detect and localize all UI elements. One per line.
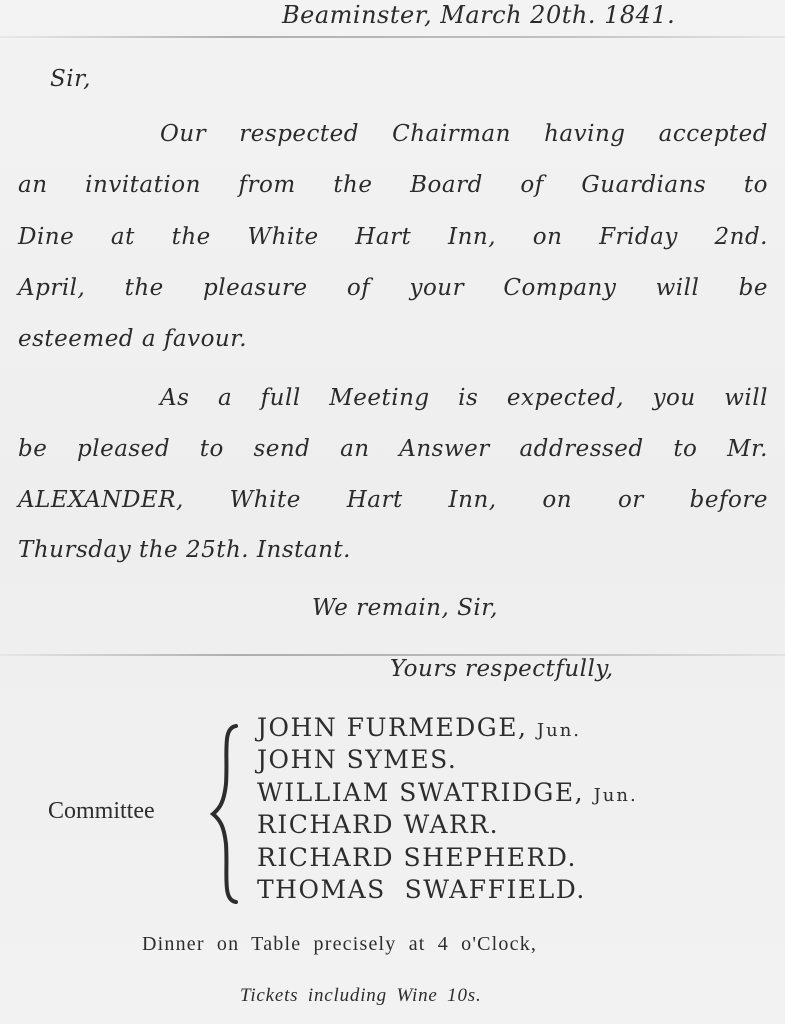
- word: will: [655, 275, 700, 301]
- word: Chairman: [392, 121, 511, 147]
- member-name: RICHARD SHEPHERD.: [257, 843, 577, 872]
- word: at: [110, 224, 135, 250]
- word: a: [217, 385, 233, 411]
- word: be: [738, 275, 768, 301]
- fold-line-top: [0, 36, 785, 38]
- word: to: [743, 172, 768, 198]
- word: you: [652, 385, 696, 411]
- member-name: JOHN FURMEDGE,: [257, 713, 528, 742]
- word: April,: [18, 275, 86, 301]
- word: respected: [239, 121, 359, 147]
- word: Friday: [599, 224, 678, 250]
- word: Company: [503, 275, 617, 301]
- member-name: JOHN SYMES.: [257, 745, 458, 774]
- word: or: [617, 487, 644, 513]
- word: the: [333, 172, 373, 198]
- closing-we-remain: We remain, Sir,: [312, 595, 498, 621]
- word: Hart: [346, 487, 403, 513]
- word: expected,: [506, 385, 625, 411]
- paragraph1-line3: [18, 224, 768, 250]
- word: accepted: [658, 121, 768, 147]
- word: on: [542, 487, 573, 513]
- committee-member: [257, 843, 577, 872]
- word: Dine: [18, 224, 75, 250]
- dinner-time-note: Dinner on Table precisely at 4 o'Clock,: [142, 933, 538, 955]
- word: from: [238, 172, 296, 198]
- closing-yours-respectfully: Yours respectfully,: [390, 656, 614, 682]
- committee-member: [257, 713, 581, 742]
- word: an: [340, 436, 370, 462]
- word: of: [346, 275, 371, 301]
- member-suffix: Jun.: [593, 785, 638, 806]
- word: ALEXANDER,: [18, 487, 184, 513]
- word: Inn,: [448, 224, 497, 250]
- word: is: [458, 385, 479, 411]
- word: send: [253, 436, 311, 462]
- word: the: [124, 275, 164, 301]
- salutation: Sir,: [50, 66, 91, 92]
- member-name: RICHARD WARR.: [257, 810, 500, 839]
- word: to: [199, 436, 224, 462]
- dateline: Beaminster, March 20th. 1841.: [282, 1, 676, 29]
- word: having: [544, 121, 626, 147]
- word: invitation: [85, 172, 201, 198]
- word: White: [247, 224, 319, 250]
- word: before: [689, 487, 768, 513]
- word: Mr.: [727, 436, 768, 462]
- word: Meeting: [329, 385, 430, 411]
- word: As: [160, 385, 190, 411]
- word: of: [520, 172, 544, 198]
- paragraph2-line2: [18, 436, 768, 462]
- word: full: [260, 385, 301, 411]
- paragraph2-line4: Thursday the 25th. Instant.: [18, 537, 351, 563]
- word: pleasure: [203, 275, 308, 301]
- word: pleased: [77, 436, 171, 462]
- paragraph2-line1: [160, 385, 768, 411]
- word: Hart: [355, 224, 412, 250]
- committee-label: Committee: [48, 798, 155, 824]
- word: Board: [410, 172, 483, 198]
- word: Our: [160, 121, 207, 147]
- word: an: [18, 172, 48, 198]
- member-suffix: Jun.: [536, 720, 582, 741]
- committee-member: [257, 745, 457, 774]
- word: Guardians: [581, 172, 707, 198]
- paragraph1-line1: [160, 121, 768, 147]
- committee-member: [257, 875, 586, 904]
- committee-member: [257, 778, 638, 807]
- word: Inn,: [448, 487, 497, 513]
- member-name: THOMAS SWAFFIELD.: [257, 875, 586, 904]
- word: on: [532, 224, 563, 250]
- word: White: [229, 487, 301, 513]
- paragraph1-line5: esteemed a favour.: [18, 326, 248, 352]
- paragraph2-line3: [18, 487, 768, 513]
- committee-member: [257, 810, 499, 839]
- curly-brace-icon: [210, 724, 240, 904]
- tickets-note: Tickets including Wine 10s.: [240, 985, 482, 1006]
- paragraph1-line2: [18, 172, 768, 198]
- word: addressed: [519, 436, 644, 462]
- word: Answer: [399, 436, 490, 462]
- word: to: [673, 436, 698, 462]
- word: the: [171, 224, 211, 250]
- member-name: WILLIAM SWATRIDGE,: [257, 778, 585, 807]
- word: your: [409, 275, 465, 301]
- word: be: [18, 436, 48, 462]
- word: 2nd.: [714, 224, 768, 250]
- word: will: [724, 385, 768, 411]
- paragraph1-line4: [18, 275, 768, 301]
